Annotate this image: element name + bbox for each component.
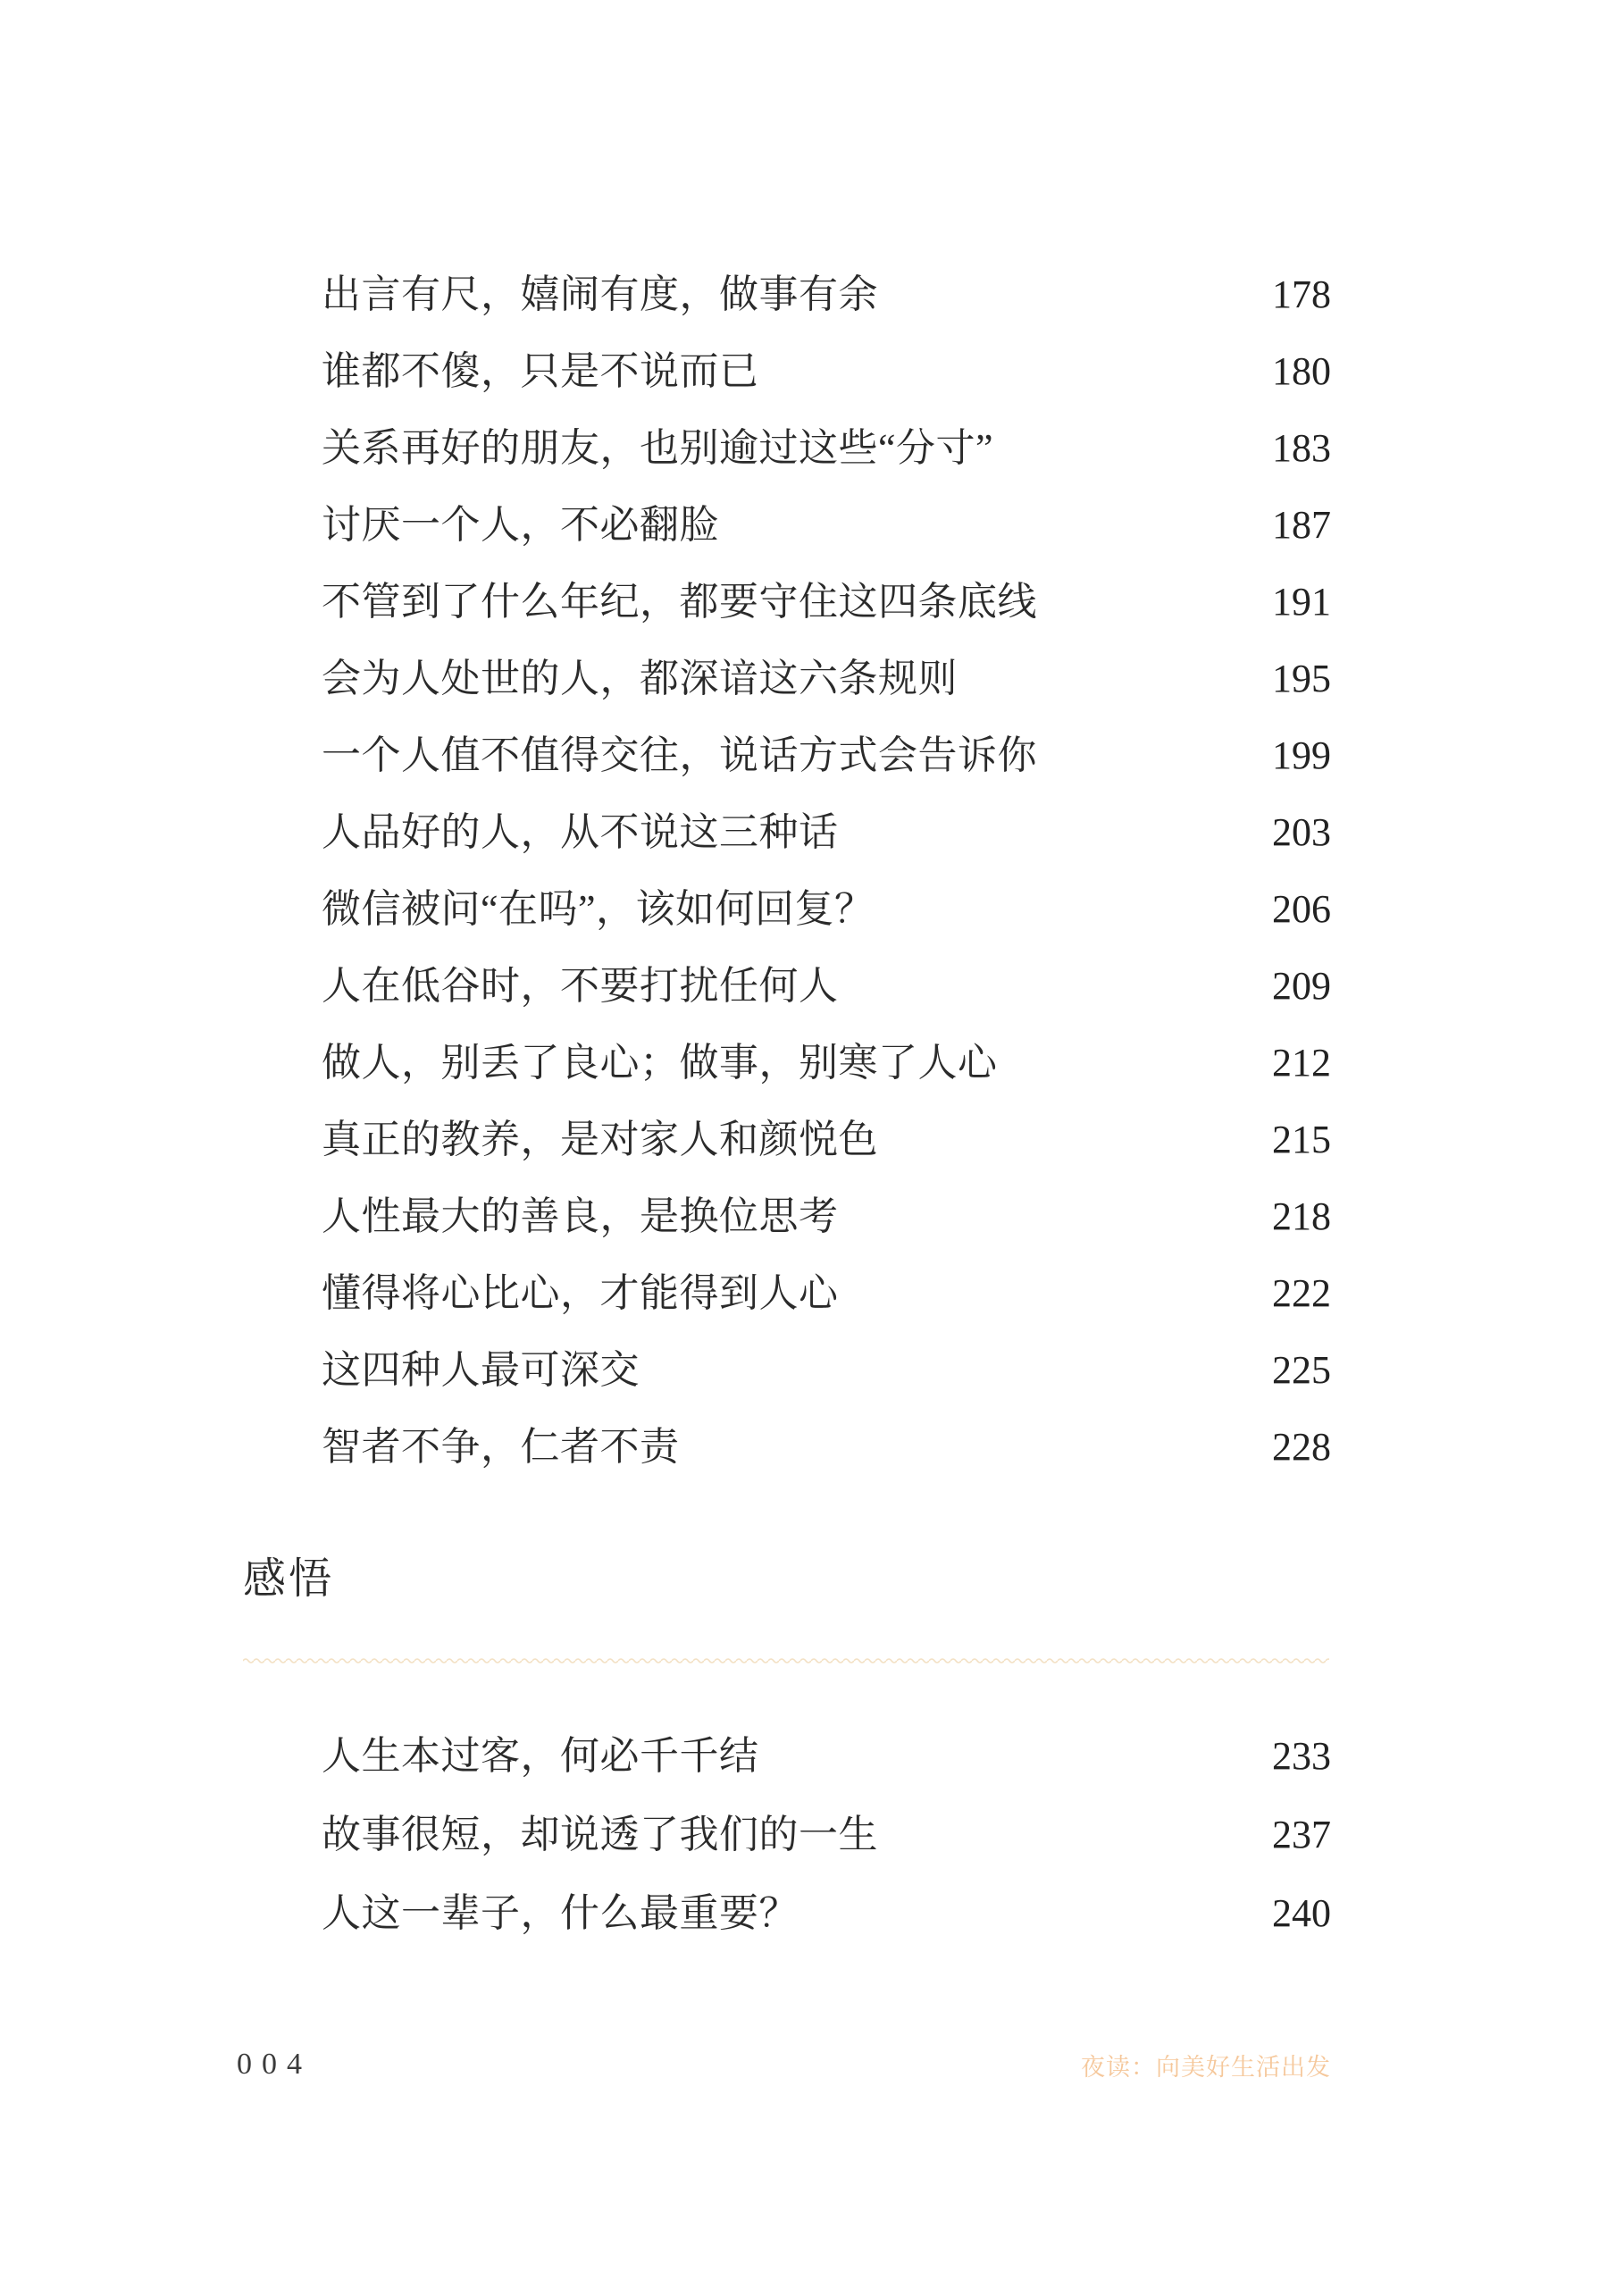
toc-entry-page-number: 218 xyxy=(1272,1194,1331,1238)
toc-entry-title: 讨厌一个人，不必翻脸 xyxy=(322,503,719,547)
toc-entry-page-number: 178 xyxy=(1272,272,1331,316)
toc-entry-page-number: 222 xyxy=(1272,1271,1331,1315)
toc-entry-title: 一个人值不值得交往，说话方式会告诉你 xyxy=(322,733,1037,777)
toc-entry-page-number: 228 xyxy=(1272,1425,1331,1469)
toc-entry-page-number: 233 xyxy=(1272,1734,1331,1778)
toc-entry-page-number: 191 xyxy=(1272,580,1331,624)
toc-entry-page-number: 209 xyxy=(1272,964,1331,1008)
toc-entry xyxy=(322,641,1331,717)
toc-entry xyxy=(322,1874,1331,1953)
toc-entry xyxy=(322,1332,1331,1409)
toc-entry-title: 人在低谷时，不要打扰任何人 xyxy=(322,964,839,1008)
toc-entry xyxy=(322,487,1331,564)
toc-entry xyxy=(322,871,1331,948)
footer-brand-text: 夜读：向美好生活出发 xyxy=(1081,2053,1331,2081)
toc-entry xyxy=(322,256,1331,333)
toc-entry-page-number: 180 xyxy=(1272,349,1331,393)
toc-entry-title: 会为人处世的人，都深谙这六条规则 xyxy=(322,657,958,700)
toc-entry-title: 人生本过客，何必千千结 xyxy=(322,1734,759,1778)
toc-entry-page-number: 215 xyxy=(1272,1118,1331,1161)
toc-entry-title: 人品好的人，从不说这三种话 xyxy=(322,810,839,854)
toc-entry xyxy=(322,717,1331,794)
toc-entry xyxy=(322,1178,1331,1255)
toc-entry-title: 真正的教养，是对家人和颜悦色 xyxy=(322,1118,878,1161)
toc-entry-page-number: 237 xyxy=(1272,1813,1331,1856)
toc-entry-page-number: 212 xyxy=(1272,1041,1331,1085)
toc-entry xyxy=(322,948,1331,1025)
toc-entry-page-number: 195 xyxy=(1272,657,1331,700)
toc-entry xyxy=(322,1102,1331,1178)
toc-entry-title: 出言有尺，嬉闹有度，做事有余 xyxy=(322,272,878,316)
toc-entry xyxy=(322,1025,1331,1102)
toc-entry xyxy=(322,564,1331,641)
toc-list-part2 xyxy=(322,1717,1331,1953)
wavy-divider xyxy=(243,1655,1329,1664)
toc-entry-page-number: 240 xyxy=(1272,1891,1331,1935)
toc-entry-page-number: 225 xyxy=(1272,1348,1331,1392)
toc-entry-title: 故事很短，却说透了我们的一生 xyxy=(322,1813,878,1856)
toc-entry-page-number: 183 xyxy=(1272,426,1331,470)
toc-entry xyxy=(322,1717,1331,1796)
toc-entry xyxy=(322,1255,1331,1332)
toc-entry xyxy=(322,410,1331,487)
toc-entry-title: 做人，别丢了良心；做事，别寒了人心 xyxy=(322,1041,998,1085)
page-footer xyxy=(237,2044,1331,2085)
page-number: 004 xyxy=(237,2048,312,2081)
toc-entry-page-number: 199 xyxy=(1272,733,1331,777)
toc-list-part1 xyxy=(322,256,1331,1486)
toc-entry-title: 不管到了什么年纪，都要守住这四条底线 xyxy=(322,580,1037,624)
toc-entry xyxy=(322,1409,1331,1486)
toc-entry-title: 智者不争，仁者不责 xyxy=(322,1425,680,1469)
toc-entry-title: 谁都不傻，只是不说而已 xyxy=(322,349,759,393)
toc-entry-title: 人性最大的善良，是换位思考 xyxy=(322,1194,839,1238)
toc-entry-page-number: 203 xyxy=(1272,810,1331,854)
section-heading: 感悟 xyxy=(243,1555,335,1603)
toc-entry-page-number: 187 xyxy=(1272,503,1331,547)
toc-entry-page-number: 206 xyxy=(1272,887,1331,931)
toc-entry-title: 这四种人最可深交 xyxy=(322,1348,640,1392)
toc-entry-title: 关系再好的朋友，也别逾过这些“分寸” xyxy=(322,426,994,470)
toc-entry-title: 人这一辈子，什么最重要？ xyxy=(322,1891,799,1935)
toc-entry xyxy=(322,1796,1331,1874)
toc-entry xyxy=(322,333,1331,410)
toc-entry-title: 微信被问“在吗”，该如何回复？ xyxy=(322,887,875,931)
toc-entry-title: 懂得将心比心，才能得到人心 xyxy=(322,1271,839,1315)
toc-entry xyxy=(322,794,1331,871)
